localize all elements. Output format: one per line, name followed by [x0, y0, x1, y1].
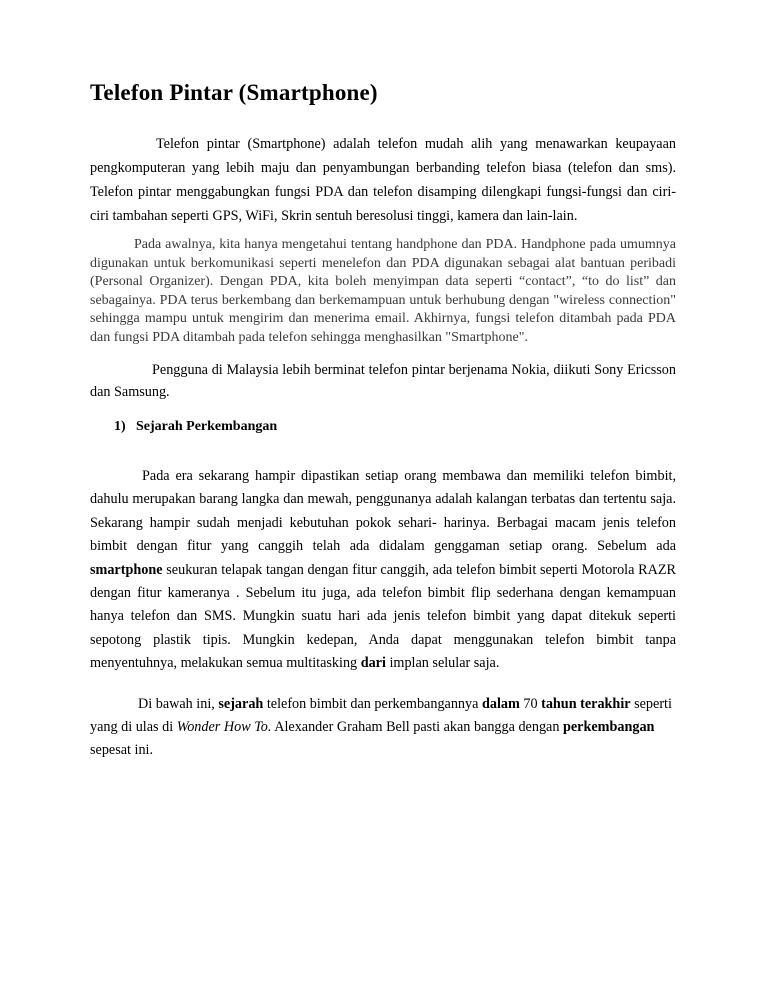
paragraph-history-intro: [90, 693, 676, 763]
paragraph-malaysia-users: Pengguna di Malaysia lebih berminat telefon pintar berjenama Nokia, diikuti Sony Ericsson dan Samsung.: [90, 362, 676, 400]
italic-wonder-how-to: Wonder How To.: [176, 719, 272, 736]
text-run: implan selular saja.: [385, 655, 500, 672]
paragraph-definition: Telefon pintar (Smartphone) adalah telefon mudah alih yang menawarkan keupayaan pengkomputeran yang lebih maju dan penyambungan berbanding telefon biasa (telefon dan sms). Telefon pintar menggabungkan fungsi PDA dan telefon disamping dilengkapi fungsi-fungsi dan ciri-ciri tambahan seperti GPS, WiFi, Skrin sentuh beresolusi tinggi, kamera dan lain-lain.: [90, 136, 676, 224]
bold-dalam: dalam: [481, 695, 520, 712]
section-heading: [114, 417, 676, 437]
bold-tahun-terakhir: tahun terakhir: [541, 695, 631, 712]
section-number: 1): [114, 419, 126, 434]
bold-dari: dari: [360, 655, 386, 672]
section-title: Sejarah Perkembangan: [136, 419, 278, 434]
text-run: Pada era sekarang hampir dipastikan setiap orang membawa dan memiliki telefon bimbit, dahulu merupakan barang langka dan mewah, penggunanya adalah kalangan terbatas dan tertentu saja. Sekarang hampir sudah menjadi kebutuhan pokok sehari- harinya. Berbagai macam jenis telefon bimbit dengan fitur yang canggih telah ada didalam genggaman setiap orang. Sebelum ada: [90, 468, 676, 555]
text-run: telefon bimbit dan perkembangannya: [263, 695, 482, 712]
document-page: [90, 78, 676, 763]
page-title: Telefon Pintar (Smartphone): [90, 80, 378, 105]
bold-sejarah: sejarah: [218, 695, 264, 712]
bold-smartphone: smartphone: [90, 561, 163, 578]
paragraph-history-pda: Pada awalnya, kita hanya mengetahui tentang handphone dan PDA. Handphone pada umumnya digunakan untuk berkomunikasi seperti menelefon dan PDA digunakan sebagai alat bantuan peribadi (Personal Organizer). Dengan PDA, kita boleh menyimpan data seperti “contact”, “to do list” dan sebagainya. PDA terus berkembang dan berkemampuan untuk berhubung dengan "wireless connection" sehingga mampu untuk mengirim dan menerima email. Akhirnya, fungsi telefon ditambah pada PDA dan fungsi PDA ditambah pada telefon sehingga menghasilkan "Smartphone".: [90, 237, 676, 345]
text-run: seukuran telapak tangan dengan fitur canggih, ada telefon bimbit seperti Motorola RAZR dengan fitur kameranya . Sebelum itu juga, ada telefon bimbit flip sederhana dengan kemampuan hanya telefon dan SMS. Mungkin suatu hari ada jenis telefon bimbit yang dapat ditekuk seperti sepotong plastik tipis. Mungkin kedepan, Anda dapat menggunakan telefon bimbit tanpa menyentuhnya, melakukan semua multitasking: [90, 561, 676, 672]
text-run: sepesat ini.: [90, 742, 154, 759]
text-run: Alexander Graham Bell pasti akan bangga dengan: [271, 719, 563, 736]
bold-perkembangan: perkembangan: [562, 719, 655, 736]
text-run: 70: [519, 695, 542, 712]
text-run: seperti yang di ulas di: [90, 695, 672, 736]
text-run: Di bawah ini,: [138, 695, 219, 712]
paragraph-era: [90, 465, 676, 676]
